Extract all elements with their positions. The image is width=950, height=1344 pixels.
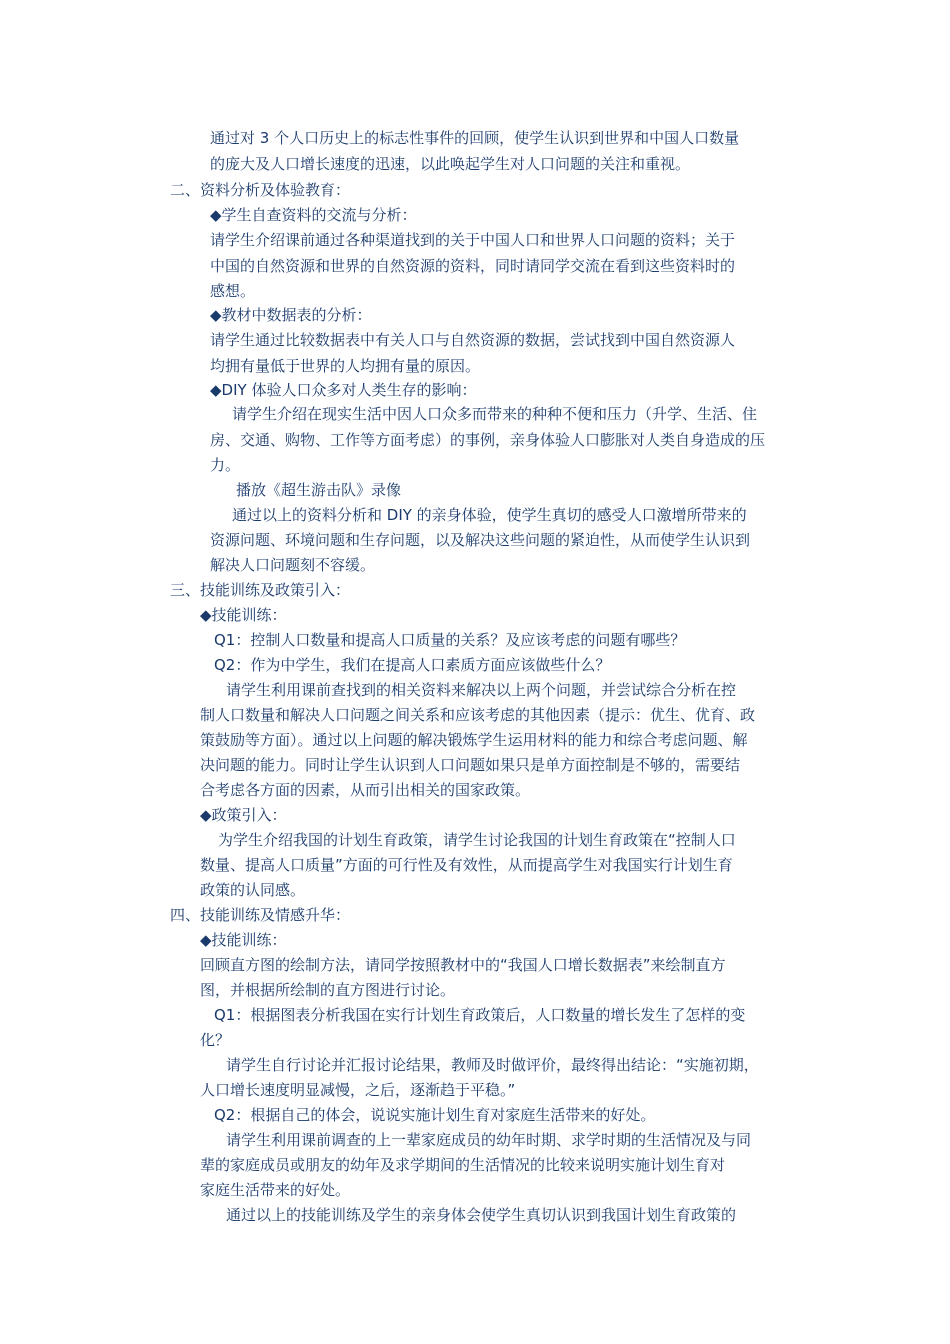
- question-line: Q2：作为中学生，我们在提高人口素质方面应该做些什么？: [214, 656, 611, 674]
- bullet-heading: ◆技能训练：: [200, 931, 287, 949]
- text-line: 通过以上的资料分析和 DIY 的亲身体验，使学生真切的感受人口激增所带来的: [232, 506, 747, 524]
- text-line: 资源问题、环境问题和生存问题，以及解决这些问题的紧迫性，从而使学生认识到: [210, 531, 751, 549]
- text-line: 通过对 3 个人口历史上的标志性事件的回顾，使学生认识到世界和中国人口数量: [210, 129, 740, 147]
- text-line: 播放《超生游击队》录像: [236, 481, 402, 499]
- text-line: 中国的自然资源和世界的自然资源的资料，同时请同学交流在看到这些资料时的: [210, 257, 736, 275]
- text-line: 的庞大及人口增长速度的迅速，以此唤起学生对人口问题的关注和重视。: [210, 155, 691, 173]
- text-line: 请学生利用课前查找到的相关资料来解决以上两个问题，并尝试综合分析在控: [226, 681, 737, 699]
- section-heading: 二、资料分析及体验教育：: [170, 181, 351, 199]
- text-line: 辈的家庭成员或朋友的幼年及求学期间的生活情况的比较来说明实施计划生育对: [200, 1156, 726, 1174]
- section-heading: 四、技能训练及情感升华：: [170, 906, 351, 924]
- text-line: 请学生介绍在现实生活中因人口众多而带来的种种不便和压力（升学、生活、住: [232, 405, 758, 423]
- bullet-heading: ◆技能训练：: [200, 606, 287, 624]
- text-line: 图，并根据所绘制的直方图进行讨论。: [200, 981, 456, 999]
- bullet-heading: ◆DIY 体验人口众多对人类生存的影响：: [210, 381, 477, 399]
- text-line: 合考虑各方面的因素，从而引出相关的国家政策。: [200, 781, 531, 799]
- bullet-heading: ◆学生自查资料的交流与分析：: [210, 206, 417, 224]
- text-line: 数量、提高人口质量”方面的可行性及有效性，从而提高学生对我国实行计划生育: [200, 856, 733, 874]
- text-line: 决问题的能力。同时让学生认识到人口问题如果只是单方面控制是不够的，需要结: [200, 756, 741, 774]
- text-line: 化？: [200, 1031, 231, 1049]
- text-line: 回顾直方图的绘制方法，请同学按照教材中的“我国人口增长数据表”来绘制直方: [200, 956, 726, 974]
- text-line: 策鼓励等方面）。通过以上问题的解决锻炼学生运用材料的能力和综合考虑问题、解: [200, 731, 748, 749]
- text-line: 为学生介绍我国的计划生育政策，请学生讨论我国的计划生育政策在“控制人口: [218, 831, 736, 849]
- text-line: 房、交通、购物、工作等方面考虑）的事例，亲身体验人口膨胀对人类自身造成的压: [210, 431, 766, 449]
- text-line: 请学生利用课前调查的上一辈家庭成员的幼年时期、求学时期的生活情况及与同: [226, 1131, 752, 1149]
- bullet-heading: ◆教材中数据表的分析：: [210, 306, 372, 324]
- text-line: 感想。: [210, 282, 256, 300]
- text-line: 请学生通过比较数据表中有关人口与自然资源的数据，尝试找到中国自然资源人: [210, 331, 736, 349]
- text-line: 通过以上的技能训练及学生的亲身体会使学生真切认识到我国计划生育政策的: [226, 1206, 737, 1224]
- text-line: 制人口数量和解决人口问题之间关系和应该考虑的其他因素（提示：优生、优育、政: [200, 706, 756, 724]
- section-heading: 三、技能训练及政策引入：: [170, 581, 351, 599]
- text-line: 家庭生活带来的好处。: [200, 1181, 351, 1199]
- text-line: 力。: [210, 456, 241, 474]
- question-line: Q2：根据自己的体会，说说实施计划生育对家庭生活带来的好处。: [214, 1106, 656, 1124]
- text-line: 请学生介绍课前通过各种渠道找到的关于中国人口和世界人口问题的资料；关于: [210, 231, 736, 249]
- question-line: Q1：控制人口数量和提高人口质量的关系？及应该考虑的问题有哪些？: [214, 631, 686, 649]
- text-line: 人口增长速度明显减慢，之后，逐渐趋于平稳。”: [200, 1081, 516, 1099]
- question-line: Q1：根据图表分析我国在实行计划生育政策后，人口数量的增长发生了怎样的变: [214, 1006, 746, 1024]
- text-line: 均拥有量低于世界的人均拥有量的原因。: [210, 357, 481, 375]
- text-line: 政策的认同感。: [200, 881, 306, 899]
- bullet-heading: ◆政策引入：: [200, 806, 287, 824]
- text-line: 请学生自行讨论并汇报讨论结果，教师及时做评价，最终得出结论：“实施初期，: [226, 1056, 759, 1074]
- text-line: 解决人口问题刻不容缓。: [210, 556, 376, 574]
